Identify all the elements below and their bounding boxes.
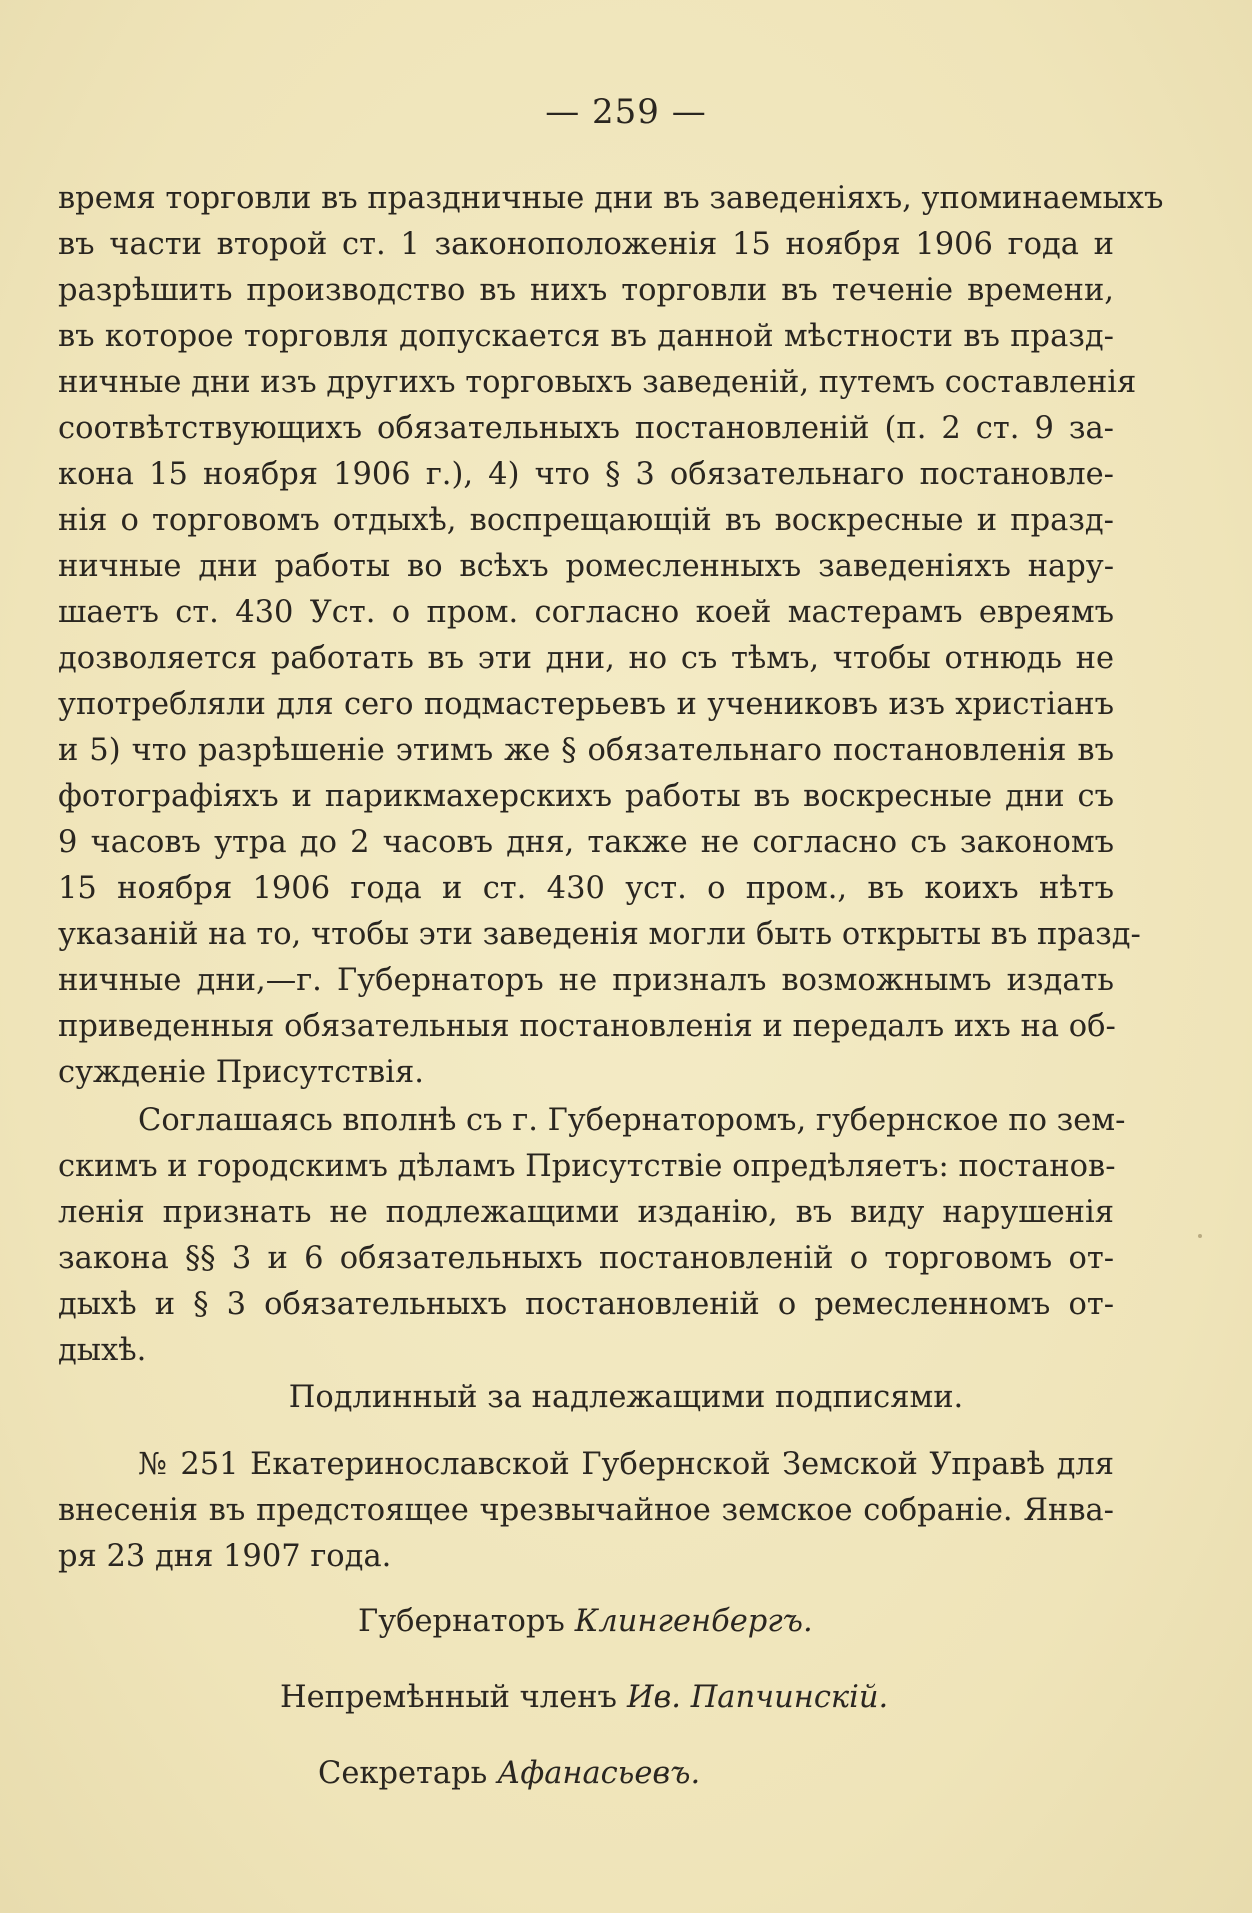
text-line: скимъ и городскимъ дѣламъ Присутствіе опредѣляетъ: постанов- bbox=[58, 1149, 1116, 1184]
text-line: внесенія въ предстоящее чрезвычайное земское собраніе. Янва- bbox=[58, 1493, 1114, 1528]
attestation-line: Подлинный за надлежащими подписями. bbox=[288, 1380, 964, 1415]
signature-name: Клингенбергъ. bbox=[574, 1604, 813, 1639]
text-line: ничные дни изъ другихъ торговыхъ заведеній, путемъ составленія bbox=[58, 365, 1137, 400]
text-line: шаетъ ст. 430 Уст. о пром. согласно коей мастерамъ евреямъ bbox=[58, 595, 1114, 630]
text-line: въ которое торговля допускается въ данной мѣстности въ празд- bbox=[58, 319, 1114, 354]
signature-governor bbox=[358, 1604, 813, 1639]
text-line: разрѣшить производство въ нихъ торговли въ теченіе времени, bbox=[58, 273, 1114, 308]
text-line: Соглашаясь вполнѣ съ г. Губернаторомъ, губернское по зем- bbox=[138, 1103, 1126, 1138]
text-line: фотографіяхъ и парикмахерскихъ работы въ воскресные дни съ bbox=[58, 779, 1114, 814]
text-line: приведенныя обязательныя постановленія и передалъ ихъ на об- bbox=[58, 1009, 1116, 1044]
page-number: — 259 — bbox=[545, 92, 707, 132]
paper-speck bbox=[1198, 1234, 1202, 1238]
signature-secretary bbox=[318, 1756, 700, 1791]
text-line: время торговли въ праздничные дни въ заведеніяхъ, упоминаемыхъ bbox=[58, 181, 1164, 216]
text-line: ря 23 дня 1907 года. bbox=[58, 1539, 392, 1574]
text-line: ленія признать не подлежащими изданію, въ виду нарушенія bbox=[58, 1195, 1114, 1230]
paragraph-continuation bbox=[58, 176, 1164, 1096]
letter-reference bbox=[58, 1442, 1114, 1580]
text-line: ничные дни,—г. Губернаторъ не призналъ возможнымъ издать bbox=[58, 963, 1114, 998]
signature-role: Губернаторъ bbox=[358, 1604, 565, 1639]
text-line: указаній на то, чтобы эти заведенія могли быть открыты въ празд- bbox=[58, 917, 1141, 952]
text-line: 9 часовъ утра до 2 часовъ дня, также не согласно съ закономъ bbox=[58, 825, 1114, 860]
text-line: сужденіе Присутствія. bbox=[58, 1055, 424, 1090]
text-line: кона 15 ноября 1906 г.), 4) что § 3 обязательнаго постановле- bbox=[58, 457, 1114, 492]
paragraph-resolution bbox=[58, 1098, 1126, 1374]
text-line: въ части второй ст. 1 законоположенія 15 ноября 1906 года и bbox=[58, 227, 1114, 262]
text-line: употребляли для сего подмастерьевъ и учениковъ изъ христіанъ bbox=[58, 687, 1114, 722]
signature-role: Секретарь bbox=[318, 1756, 488, 1791]
signature-name: Афанасьевъ. bbox=[497, 1756, 701, 1791]
signature-name: Ив. Папчинскій. bbox=[626, 1680, 889, 1715]
text-line: дыхѣ. bbox=[58, 1333, 147, 1368]
text-line: соотвѣтствующихъ обязательныхъ постановленій (п. 2 ст. 9 за- bbox=[58, 411, 1114, 446]
text-line: закона §§ 3 и 6 обязательныхъ постановленій о торговомъ от- bbox=[58, 1241, 1114, 1276]
text-line: дыхѣ и § 3 обязательныхъ постановленій о ремесленномъ от- bbox=[58, 1287, 1114, 1322]
text-line: № 251 Екатеринославской Губернской Земской Управѣ для bbox=[138, 1447, 1114, 1482]
signature-member bbox=[280, 1680, 888, 1715]
text-line: дозволяется работать въ эти дни, но съ тѣмъ, чтобы отнюдь не bbox=[58, 641, 1114, 676]
signature-role: Непремѣнный членъ bbox=[280, 1680, 617, 1715]
text-line: 15 ноября 1906 года и ст. 430 уст. о пром., въ коихъ нѣтъ bbox=[58, 871, 1114, 906]
text-line: нія о торговомъ отдыхѣ, воспрещающій въ воскресные и празд- bbox=[58, 503, 1114, 538]
text-line: и 5) что разрѣшеніе этимъ же § обязательнаго постановленія въ bbox=[58, 733, 1114, 768]
text-line: ничные дни работы во всѣхъ ромесленныхъ заведеніяхъ нару- bbox=[58, 549, 1114, 584]
